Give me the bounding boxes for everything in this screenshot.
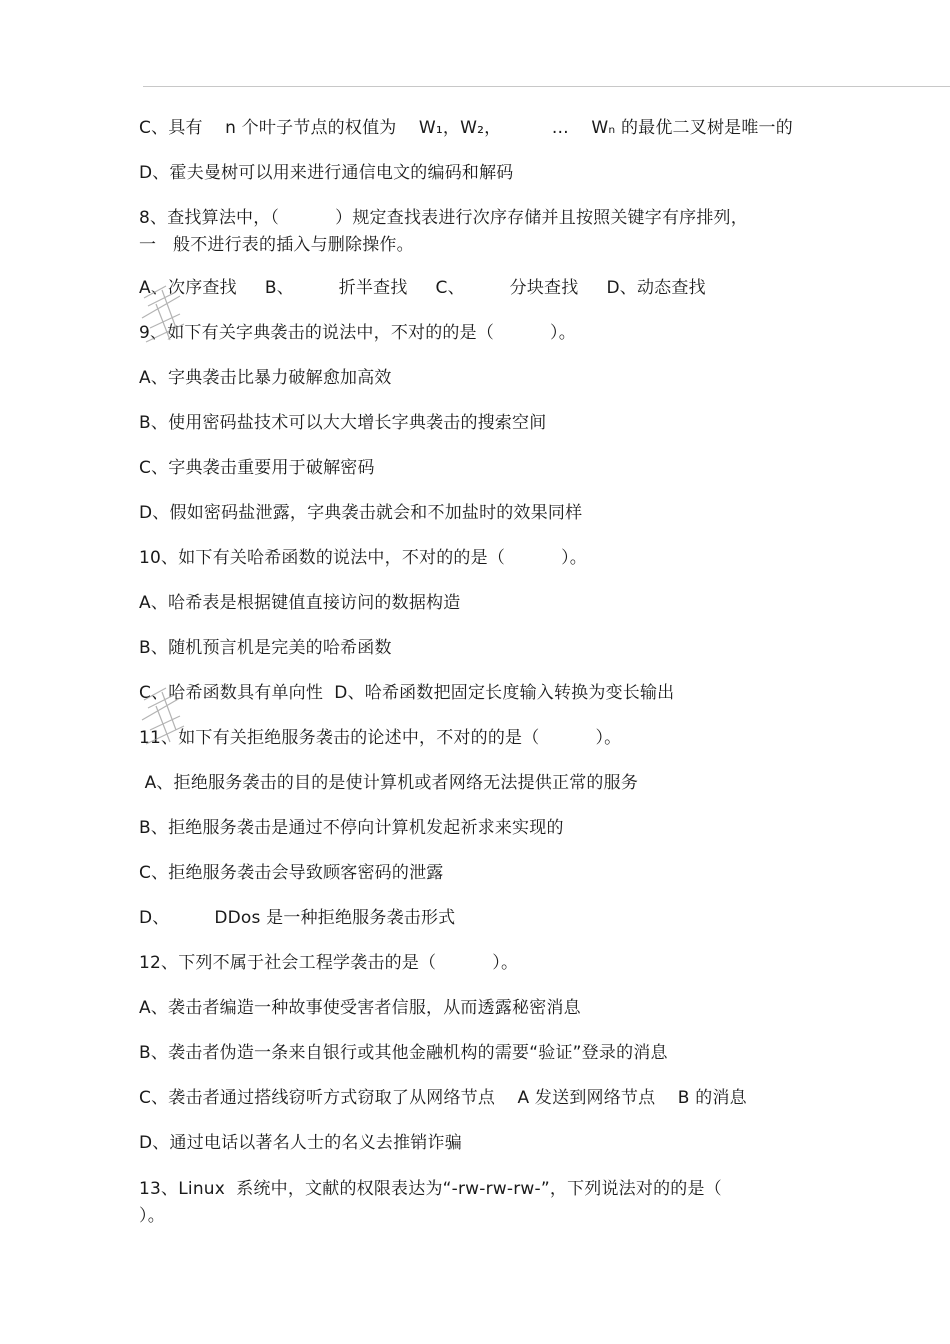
question-10-option-b: B、随机预言机是完美的哈希函数 — [139, 638, 392, 658]
question-9-option-a: A、字典袭击比暴力破解愈加高效 — [139, 368, 392, 388]
question-8-options: A、次序查找 B、 折半查找 C、 分块查找 D、动态查找 — [139, 278, 706, 298]
question-11-option-c: C、拒绝服务袭击会导致顾客密码的泄露 — [139, 863, 444, 883]
text-line-option-d-huffman: D、霍夫曼树可以用来进行通信电文的编码和解码 — [139, 163, 514, 183]
text-line-option-c-huffman: C、具有 n 个叶子节点的权值为 W₁，W₂， … Wₙ 的最优二叉树是唯一的 — [139, 118, 793, 138]
question-11: 11、如下有关拒绝服务袭击的论述中，不对的的是（ ）。 — [139, 728, 622, 748]
header-rule — [143, 86, 950, 87]
question-11-option-a: A、拒绝服务袭击的目的是使计算机或者网络无法提供正常的服务 — [139, 773, 639, 793]
question-9: 9、如下有关字典袭击的说法中，不对的的是（ ）。 — [139, 323, 576, 343]
question-11-option-d: D、 DDos 是一种拒绝服务袭击形式 — [139, 908, 456, 928]
question-12: 12、下列不属于社会工程学袭击的是（ ）。 — [139, 953, 519, 973]
question-8: 8、查找算法中，（ ）规定查找表进行次序存储并且按照关键字有序排列， — [139, 208, 748, 228]
question-9-option-c: C、字典袭击重要用于破解密码 — [139, 458, 375, 478]
question-10: 10、如下有关哈希函数的说法中，不对的的是（ ）。 — [139, 548, 587, 568]
question-12-option-d: D、通过电话以著名人士的名义去推销诈骗 — [139, 1133, 462, 1153]
question-8-continued: 一 般不进行表的插入与删除操作。 — [139, 235, 414, 255]
question-13-continued: ）。 — [139, 1206, 165, 1226]
question-10-option-a: A、哈希表是根据键值直接访问的数据构造 — [139, 593, 461, 613]
question-10-options-c-d: C、哈希函数具有单向性 D、哈希函数把固定长度输入转换为变长输出 — [139, 683, 675, 703]
question-12-option-b: B、袭击者伪造一条来自银行或其他金融机构的需要“验证”登录的消息 — [139, 1043, 668, 1063]
question-9-option-d: D、假如密码盐泄露，字典袭击就会和不加盐时的效果同样 — [139, 503, 583, 523]
question-9-option-b: B、使用密码盐技术可以大大增长字典袭击的搜索空间 — [139, 413, 547, 433]
question-11-option-b: B、拒绝服务袭击是通过不停向计算机发起祈求来实现的 — [139, 818, 564, 838]
question-13: 13、Linux 系统中，文献的权限表达为“-rw-rw-rw-”，下列说法对的的是（ — [139, 1179, 722, 1199]
question-12-option-c: C、袭击者通过搭线窃听方式窃取了从网络节点 A 发送到网络节点 B 的消息 — [139, 1088, 747, 1108]
question-12-option-a: A、袭击者编造一种故事使受害者信服，从而透露秘密消息 — [139, 998, 581, 1018]
